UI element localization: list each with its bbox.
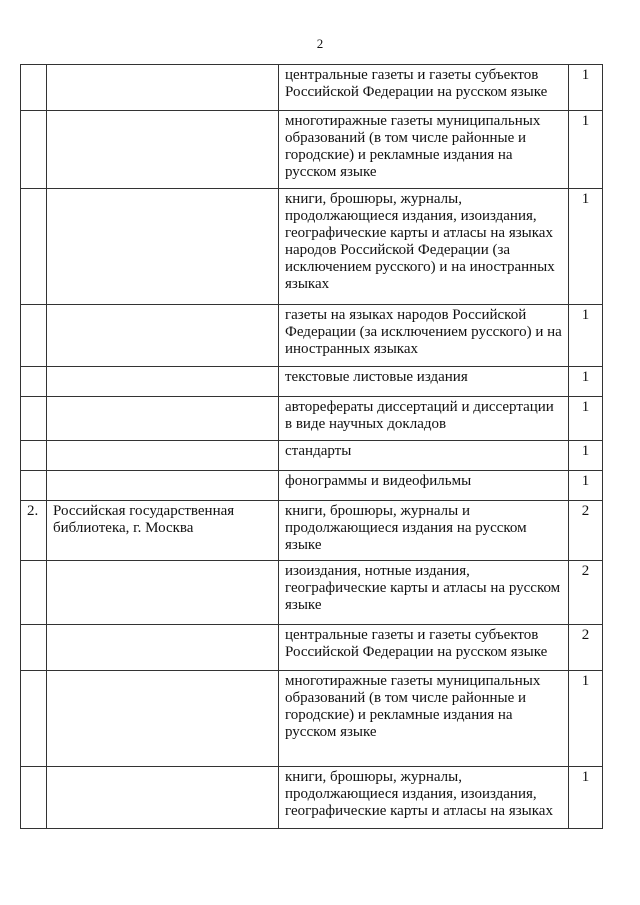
table-row	[21, 305, 603, 367]
table-row	[21, 471, 603, 501]
library-name-cell	[47, 367, 279, 397]
library-name-cell	[47, 65, 279, 111]
library-name-cell	[47, 471, 279, 501]
copies-count-cell: 1	[569, 767, 603, 829]
row-number-cell	[21, 471, 47, 501]
copies-count-cell: 2	[569, 625, 603, 671]
document-type-cell: изоиздания, нотные издания, географические карты и атласы на русском языке	[279, 561, 569, 625]
document-type-cell: многотиражные газеты муниципальных образований (в том числе районные и городские) и рекламные издания на русском языке	[279, 671, 569, 767]
row-number-cell	[21, 441, 47, 471]
library-name-cell: Российская государственная библиотека, г. Москва	[47, 501, 279, 561]
copies-count-cell: 1	[569, 441, 603, 471]
copies-count-cell: 1	[569, 111, 603, 189]
row-number-cell	[21, 367, 47, 397]
page-number: 2	[316, 36, 324, 51]
copies-count-cell: 1	[569, 471, 603, 501]
table-row	[21, 367, 603, 397]
table-row	[21, 767, 603, 829]
row-number-cell	[21, 767, 47, 829]
library-name-cell	[47, 561, 279, 625]
row-number-cell	[21, 625, 47, 671]
document-table	[20, 64, 603, 829]
row-number-cell	[21, 561, 47, 625]
copies-count-cell: 1	[569, 367, 603, 397]
library-name-cell	[47, 305, 279, 367]
table-row	[21, 561, 603, 625]
document-type-cell: газеты на языках народов Российской Федерации (за исключением русского) и на иностранных языках	[279, 305, 569, 367]
table-body	[21, 65, 603, 829]
copies-count-cell: 1	[569, 305, 603, 367]
row-number-cell	[21, 671, 47, 767]
table-row	[21, 671, 603, 767]
copies-count-cell: 1	[569, 189, 603, 305]
library-name-cell	[47, 671, 279, 767]
row-number-cell	[21, 189, 47, 305]
document-type-cell: книги, брошюры, журналы, продолжающиеся издания, изоиздания, географические карты и атласы на языках	[279, 767, 569, 829]
copies-count-cell: 2	[569, 501, 603, 561]
row-number-cell	[21, 111, 47, 189]
document-type-cell: стандарты	[279, 441, 569, 471]
row-number-cell: 2.	[21, 501, 47, 561]
document-type-cell: многотиражные газеты муниципальных образований (в том числе районные и городские) и рекламные издания на русском языке	[279, 111, 569, 189]
table-row	[21, 501, 603, 561]
copies-count-cell: 1	[569, 671, 603, 767]
row-number-cell	[21, 397, 47, 441]
copies-count-cell: 2	[569, 561, 603, 625]
library-name-cell	[47, 397, 279, 441]
library-name-cell	[47, 441, 279, 471]
table-row	[21, 189, 603, 305]
library-name-cell	[47, 111, 279, 189]
table-row	[21, 397, 603, 441]
document-type-cell: авторефераты диссертаций и диссертации в виде научных докладов	[279, 397, 569, 441]
row-number-cell	[21, 305, 47, 367]
document-type-cell: центральные газеты и газеты субъектов Российской Федерации на русском языке	[279, 65, 569, 111]
document-type-cell: текстовые листовые издания	[279, 367, 569, 397]
library-name-cell	[47, 189, 279, 305]
document-type-cell: книги, брошюры, журналы и продолжающиеся издания на русском языке	[279, 501, 569, 561]
row-number-cell	[21, 65, 47, 111]
table-row	[21, 625, 603, 671]
library-name-cell	[47, 767, 279, 829]
copies-count-cell: 1	[569, 65, 603, 111]
table-row	[21, 65, 603, 111]
table-row	[21, 111, 603, 189]
library-name-cell	[47, 625, 279, 671]
document-type-cell: книги, брошюры, журналы, продолжающиеся издания, изоиздания, географические карты и атласы на языках народов Российской Федерации (за исключением русского) и на иностранных языках	[279, 189, 569, 305]
document-type-cell: центральные газеты и газеты субъектов Российской Федерации на русском языке	[279, 625, 569, 671]
copies-count-cell: 1	[569, 397, 603, 441]
document-type-cell: фонограммы и видеофильмы	[279, 471, 569, 501]
table-row	[21, 441, 603, 471]
